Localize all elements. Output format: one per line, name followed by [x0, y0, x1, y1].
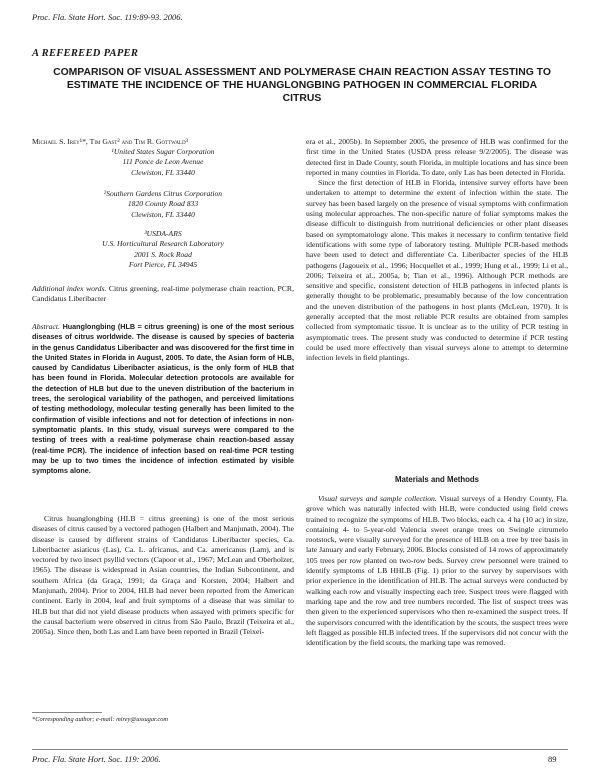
page-number: 89 [548, 754, 557, 764]
index-words-text: Citrus greening, real-time polymerase chain reaction, PCR, Candidatus Liberibacter [32, 284, 294, 304]
right-column [306, 137, 568, 364]
body-text: era et al., 2005b). In September 2005, the presence of HLB was confirmed for the first time in the United States (USDA press release 9/2/2005). The disease was detected first in Dade County, south Florida, in multiple locations and has since been reported in many counties in Florida. To date, only Las has been detected in Florida. [306, 137, 568, 177]
affiliation-addr: U.S. Horticultural Research Laboratory [102, 239, 224, 249]
abstract-text: Huanglongbing (HLB = citrus greening) is one of the most serious diseases of citrus worldwide. The disease is caused by species of bacteria in the genus Candidatus Liberibacter and was discovered for the first time in the United States in Florida in August, 2005. To date, the Asian form of HLB, caused by Candidatus Liberibacter asiaticus, is the only form of HLB that has been found in Florida. Molecular detection protocols are available for the detection of HLB but due to the uneven distribution of the bacterium in trees, the serological variability of the pathogen, and perceived limitations of testing methodology, molecular testing generally has been limited to the confirmation of visible infections and not for detection of infections in non-symptomatic plants. In this study, visual surveys were compared to the testing of trees with a real-time polymerase chain reaction-based assay (real-time PCR). The incidence of infection based on real-time PCR testing may be up to two times the incidence of infection estimated by visible symptoms alone. [32, 322, 294, 476]
body-text: Since the first detection of HLB in Florida, intensive survey efforts have been undertaken to attempt to determine the extent of infection within the state. The survey has been based largely on the presence of visual symptoms with confirmation using molecular approaches. The non-specific nature of foliar symptoms makes the disease difficult to distinguish from nutritional deficiencies or other plant diseases based on symptomatology alone. This makes it necessary to confirm tentative field identifications with some type of laboratory testing. Multiple PCR-based methods have been used to detect and differentiate Ca. Liberibacter species of the HLB pathogens (Jagoueix et al., 1996; Hocquellet et al., 1999; Hung et al., 1999; Li et al., 2006; Teixeira et al., 2005a, b; Tian et al., 1996). Although PCR methods are sensitive and specific, consistent detection of HLB pathogens in infected plants is generally thought to be problematic, presumably because of the low concentration and the uneven distribution of the pathogens in host plants (McLean, 1970). It is generally accepted that the most reliable PCR results are obtained from samples collected from symptomatic tissue. It is unclear as to the utility of PCR testing in asymptomatic trees. The present study was conducted to determine if PCR testing could be used more effectively than visual surveys alone to attempt to determine infection levels in field plantings. [306, 178, 568, 363]
affiliation-2 [32, 189, 294, 220]
footnote-rule [32, 712, 102, 713]
materials-paragraph [306, 494, 568, 648]
affiliation-1 [32, 147, 294, 178]
affiliation-addr: Fort Pierce, FL 34945 [128, 260, 198, 270]
footer-journal: Proc. Fla. State Hort. Soc. 119: 2006. [32, 754, 161, 764]
journal-header: Proc. Fla. State Hort. Soc. 119:89-93. 2006. [32, 12, 183, 22]
subsection-lead: Visual surveys and sample collection. [318, 494, 437, 503]
affiliation-org: ¹United States Sugar Corporation [111, 147, 215, 156]
paper-title: COMPARISON OF VISUAL ASSESSMENT AND POLYMERASE CHAIN REACTION ASSAY TESTING TO ESTIMATE THE INCIDENCE OF THE HUANGLONGBING PATHOGEN IN COMMERCIAL FLORIDA CITRUS [53, 67, 551, 105]
footnote: *Corresponding author; e-mail: mirey@ussugar.com [32, 716, 169, 723]
body-text: Citrus huanglongbing (HLB = citrus greening) is one of the most serious diseases of citrus caused by a vectored pathogen (Halbert and Manjunath, 2004). The disease is caused by different strains of Candidatus Liberibacter species, Ca. Liberibacter asiaticus (Las), Ca. L. africanus, and Ca. americanus (Lam), and is vectored by two insect psyllid vectors (Capoor et al., 1967; McLean and Oberholzer, 1965). The disease is widespread in Asian countries, the Indian Subcontinent, and southern Africa (da Graça, 1991; da Graça and Korsten, 2004; Halbert and Manjunath, 2004). Prior to 2004, HLB had never been reported from the American continent. Early in 2004, leaf and fruit symptoms of a disease that was similar to HLB but that did not yield disease products when assayed with primers specific for the causal bacterium were observed in citrus from São Paulo, Brazil (Teixeira et al., 2005a). Since then, both Las and Lam have been reported in Brazil (Teixei- [32, 514, 295, 637]
affiliation-addr: 1820 County Road 833 [127, 199, 199, 209]
affiliation-addr: 111 Ponce de Leon Avenue [122, 157, 204, 167]
abstract [32, 322, 294, 476]
footer-rule [32, 749, 568, 750]
affiliation-org: ²Southern Gardens Citrus Corporation [103, 189, 223, 198]
affiliation-org: ³USDA-ARS [144, 229, 182, 238]
affiliation-3 [32, 229, 294, 271]
affiliation-addr: Clewiston, FL 33440 [131, 209, 195, 219]
index-words [32, 284, 294, 305]
section-heading: Materials and Methods [394, 475, 480, 484]
affiliation-addr: Clewiston, FL 33440 [131, 167, 195, 177]
intro-paragraph [32, 514, 294, 638]
index-words-label: Additional index words. [32, 284, 107, 293]
body-text: Visual surveys of a Hendry County, Fla. grove which was naturally infected with HLB, were conducted using field crews trained to recognize the symptoms of HLB. Two blocks, each ca. 4 ha (10 ac) in size, containing 4- to 5-year-old Valencia sweet orange trees on Swingle citrumelo rootstock, were visually surveyed for the presence of HLB on a tree by tree basis in late January and early February, 2006. Blocks consisted of 14 rows of approximately 105 trees per row planted on two-row beds. Survey crew personnel were trained to identify symptoms of LB HHLB (Fig. 1) prior to the survey by supervisors with prior experience in the identification of HLB. The actual surveys were conducted by walking each row and visually inspecting each tree. Suspect trees were flagged with marking tape and the row and tree numbers recorded. The list of suspect trees was then given to the experienced supervisors who then re-examined the suspect trees. If the supervisors concurred with the identification by the scouts, the suspect trees were left flagged as possible HLB infected trees. If the supervisors did not concur with the identification by the field scouts, the marking tape was removed. [306, 494, 568, 648]
author-list: Michael S. Irey¹*, Tim Gast² and Tim R. Gottwald³ [32, 137, 188, 146]
refereed-label: A REFEREED PAPER [32, 48, 139, 59]
affiliation-addr: 2001 S. Rock Road [134, 249, 192, 259]
abstract-label: Abstract. [32, 322, 60, 331]
